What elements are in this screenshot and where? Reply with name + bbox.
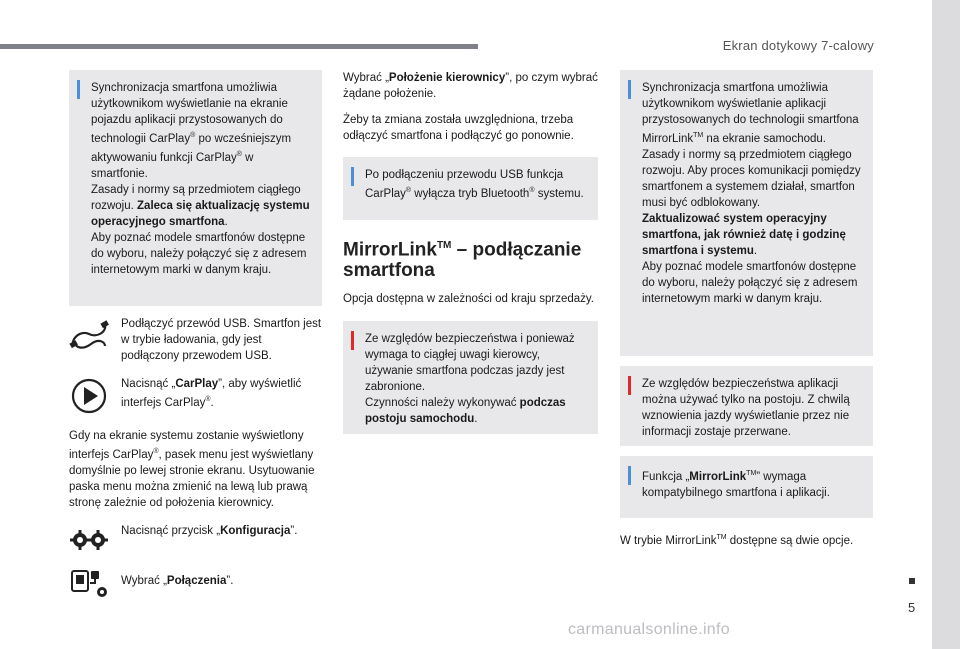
warning-bar <box>628 376 631 395</box>
options-paragraph: W trybie MirrorLink™ dostępne są dwie opcje. <box>620 534 854 547</box>
carplay-play-icon <box>69 376 109 416</box>
info-text: Funkcja „MirrorLink™” wymaga kompatybilnego smartfona i aplikacji. <box>642 470 830 499</box>
step-config-text: Nacisnąć przycisk „Konfiguracja”. <box>121 524 298 537</box>
info-bar <box>77 80 80 99</box>
watermark: carmanualsonline.info <box>568 621 730 638</box>
page-number: 5 <box>908 600 916 615</box>
column-3 <box>620 70 873 549</box>
info-text: Synchronizacja smartfona umożliwia użytkownikom wyświetlanie na ekranie pojazdu aplikacji przystosowanych do technologii CarPlay® po wcześniejszym aktywowaniu funkcji CarPlay® w smartfonie. Zasady i normy są przedmiotem ciągłego rozwoju. Zaleca się aktualizację systemu operacyjnego smartfona. Aby poznać modele smartfonów dostępne do wyboru, należy połączyć się z adresem internetowym marki w danym kraju. <box>91 82 310 276</box>
warning-bar <box>351 331 354 350</box>
step-connections <box>69 561 322 601</box>
availability-paragraph: Opcja dostępna w zależności od kraju sprzedaży. <box>343 293 595 306</box>
warning-box-driving <box>343 321 598 434</box>
step-carplay <box>69 376 322 416</box>
header-rule <box>0 44 478 49</box>
side-strip <box>932 0 960 649</box>
steering-paragraph: Wybrać „Położenie kierownicy”, po czym wybrać żądane położenie. <box>343 72 598 100</box>
section-heading: MirrorLink™ – podłączanie smartfona <box>343 239 582 282</box>
warning-text: Ze względów bezpieczeństwa aplikacji można używać tylko na postoju. Z chwilą wznowienia jazdy wyświetlanie przez nie informacji zostaje przerwane. <box>642 378 850 438</box>
info-box-carplay <box>69 70 322 306</box>
gears-icon <box>69 519 109 559</box>
info-bar <box>351 167 354 186</box>
carplay-paragraph: Gdy na ekranie systemu zostanie wyświetlony interfejs CarPlay®, pasek menu jest wyświetlany domyślnie po lewej stronie ekranu. Usytuowanie paska menu można zmienić na lewą lub prawą stronę zależnie od położenia kierownicy. <box>69 430 315 509</box>
page-title: Ekran dotykowy 7-calowy <box>722 38 874 53</box>
info-bar <box>628 466 631 485</box>
step-usb-text: Podłączyć przewód USB. Smartfon jest w trybie ładowania, gdy jest podłączony przewodem USB. <box>121 318 322 362</box>
info-box-compatibility <box>620 456 873 518</box>
step-usb <box>69 316 322 364</box>
usb-cable-icon <box>69 316 109 356</box>
info-text: Synchronizacja smartfona umożliwia użytkownikom wyświetlanie aplikacji przystosowanych do technologii smartfona MirrorLink™ na ekranie samochodu. Zasady i normy są przedmiotem ciągłego rozwoju. Aby proces komunikacji pomiędzy smartfonem a systemem działał, smartfon musi być odblokowany. Zaktualizować system operacyjny smartfona, jak również datę i godzinę smartfona i systemu. Aby poznać modele smartfonów dostępne do wyboru, należy połączyć się z adresem internetowym marki w danym kraju. <box>642 82 861 305</box>
info-text: Po podłączeniu przewodu USB funkcja CarPlay® wyłącza tryb Bluetooth® systemu. <box>365 169 584 200</box>
info-bar <box>628 80 631 99</box>
connections-icon <box>69 561 109 601</box>
step-carplay-text: Nacisnąć „CarPlay”, aby wyświetlić interfejs CarPlay®. <box>121 378 302 409</box>
info-box-bluetooth <box>343 157 598 220</box>
column-2 <box>343 70 598 434</box>
reconnect-paragraph: Żeby ta zmiana została uwzględniona, trzeba odłączyć smartfona i podłączyć go ponownie. <box>343 114 574 142</box>
step-config <box>69 519 322 559</box>
warning-box-parked <box>620 366 873 446</box>
column-1 <box>69 70 322 601</box>
page-marker <box>909 578 915 584</box>
step-connections-text: Wybrać „Połączenia”. <box>121 574 234 587</box>
warning-text: Ze względów bezpieczeństwa i ponieważ wymaga to ciągłej uwagi kierowcy, używanie smartfona podczas jazdy jest zabronione. Czynności należy wykonywać podczas postoju samochodu. <box>365 333 575 426</box>
info-box-mirrorlink <box>620 70 873 356</box>
